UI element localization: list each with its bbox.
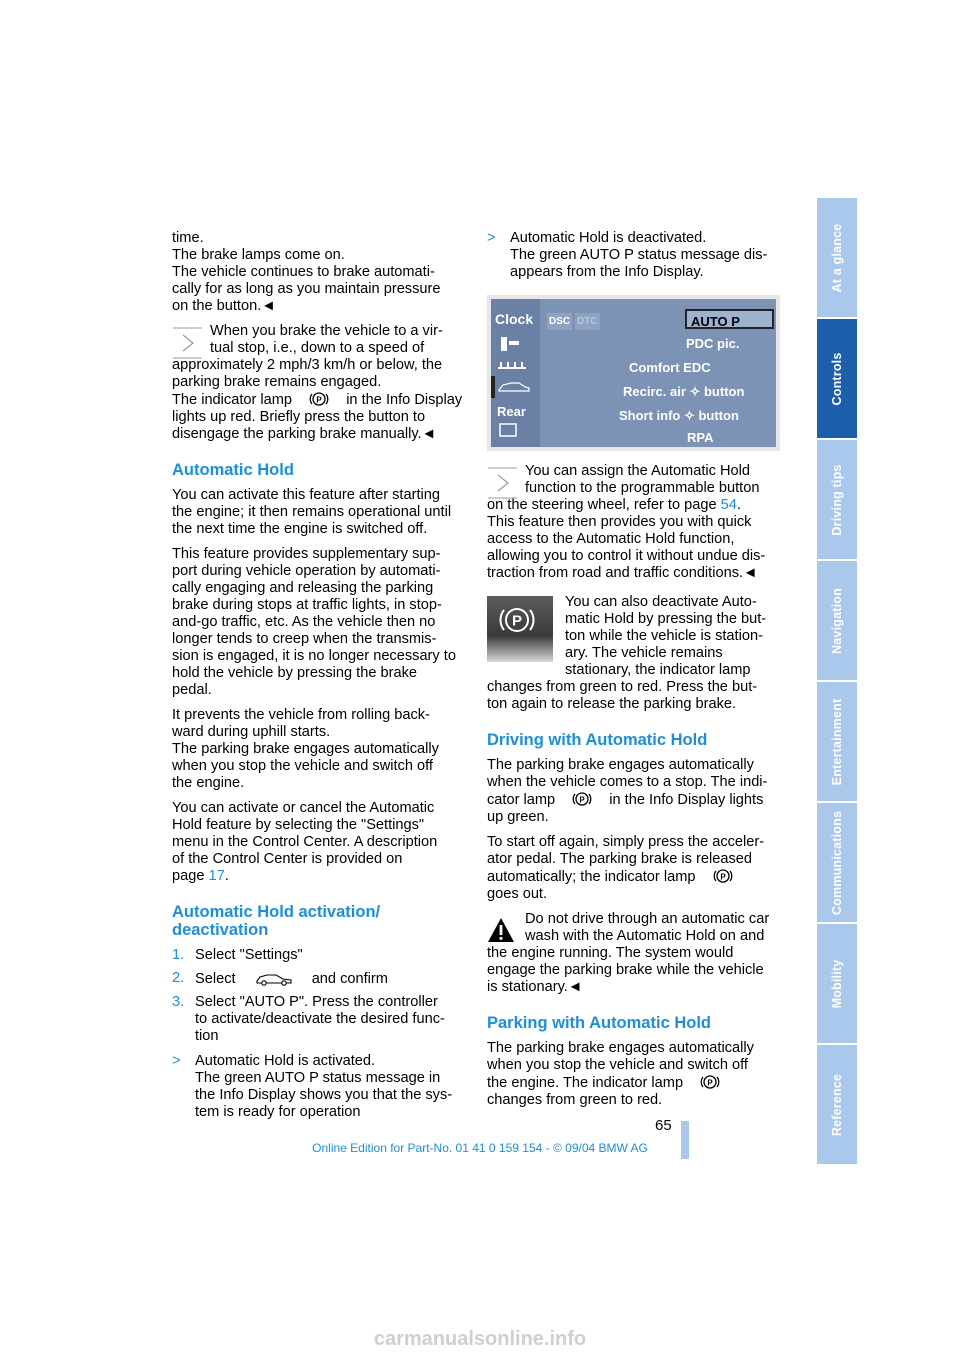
tab-controls[interactable]: Controls	[817, 319, 857, 438]
paragraph-4: You can activate or cancel the Automatic Hold feature by selecting the "Settings" menu in the Control Center. A description of the Control Center is provided on page 17.	[172, 800, 438, 884]
svg-text:P: P	[579, 795, 585, 805]
warning-car-wash: Do not drive through an automatic car wash with the Automatic Hold on and the engine running. The system would engage the parking brake while the vehicle is stationary.◄	[487, 911, 770, 995]
tab-entertainment[interactable]: Entertainment	[817, 682, 857, 801]
note-programmable-button: You can assign the Automatic Hold function to the programmable button on the steering wheel, refer to page 54. This feature then provides you with quick access to the Automatic Hold function, allowing you to control it without undue dis- traction from road and traffic conditions.◄	[487, 463, 766, 581]
page-link-17[interactable]: 17	[208, 868, 225, 884]
auto-p-selected-item[interactable]: AUTO P	[685, 309, 774, 329]
step-1: 1. Select "Settings"	[172, 947, 303, 963]
bullet-deactivated: > Automatic Hold is deactivated. The green AUTO P status message dis- appears from the Info Display.	[487, 230, 768, 280]
route-icon	[499, 335, 523, 353]
watermark: carmanualsonline.info	[373, 1328, 587, 1350]
paragraph-1: You can activate this feature after starting the engine; it then remains operational until the next time the engine is switched off.	[172, 487, 452, 537]
screen-icon	[499, 423, 517, 437]
heading-activation: Automatic Hold activation/ deactivation	[172, 903, 381, 939]
left-column	[172, 230, 464, 1127]
driving-paragraph-2: To start off again, simply press the acceler- ator pedal. The parking brake is released automatically; the indicator lamp P goes out.	[487, 834, 765, 902]
tab-at-a-glance[interactable]: At a glance	[817, 198, 857, 317]
tab-navigation[interactable]: Navigation	[817, 561, 857, 680]
ruler-icon	[497, 359, 527, 371]
svg-text:P: P	[719, 872, 726, 882]
intro-paragraph: time. The brake lamps come on. The vehicle continues to brake automati- cally for as long as you maintain pressure on the button.◄	[172, 230, 441, 314]
note-triangle-icon	[172, 327, 212, 359]
paragraph-3: It prevents the vehicle from rolling back- ward during uphill starts. The parking brake engages automatically when you stop the vehicle and switch off the engine.	[172, 707, 439, 791]
warning-icon	[487, 917, 515, 943]
parking-paragraph: The parking brake engages automatically when you stop the vehicle and switch off the engine. The indicator lamp P changes from green to red.	[487, 1040, 754, 1108]
car-menu-icon	[491, 376, 531, 398]
parking-brake-lamp-icon	[308, 391, 330, 407]
note-deactivate-button: P You can also deactivate Auto- matic Hold by pressing the but- ton while the vehicle is station- ary. The vehicle remains stationary, the indicator lamp changes from green to red. Press the but- ton again to release the parking brake.	[487, 594, 767, 712]
page-link-54[interactable]: 54	[720, 497, 737, 513]
heading-automatic-hold: Automatic Hold	[172, 461, 294, 479]
parking-brake-button-image	[487, 596, 553, 662]
parking-brake-lamp-icon	[571, 791, 593, 807]
footer-edition: Online Edition for Part-No. 01 41 0 159 154 - © 09/04 BMW AG	[312, 1141, 648, 1155]
chapter-tabs	[817, 198, 857, 1166]
driving-paragraph-1: The parking brake engages automatically when the vehicle comes to a stop. The indi- cator lamp P in the Info Display lights up green.	[487, 757, 768, 825]
bullet-activated: > Automatic Hold is activated. The green AUTO P status message in the Info Display shows you that the sys- tem is ready for operation	[172, 1053, 453, 1120]
heading-driving: Driving with Automatic Hold	[487, 731, 708, 749]
tab-reference[interactable]: Reference	[817, 1045, 857, 1164]
svg-text:P: P	[511, 612, 523, 630]
svg-text:P: P	[707, 1078, 713, 1088]
heading-parking: Parking with Automatic Hold	[487, 1014, 711, 1032]
svg-text:P: P	[316, 395, 322, 405]
note-triangle-icon	[487, 467, 527, 499]
vehicle-settings-icon	[254, 970, 294, 986]
page-number: 65	[655, 1117, 672, 1134]
right-column	[487, 230, 782, 1117]
tab-driving-tips[interactable]: Driving tips	[817, 440, 857, 559]
parking-brake-lamp-icon	[699, 1074, 721, 1090]
tab-communications[interactable]: Communications	[817, 803, 857, 922]
paragraph-2: This feature provides supplementary sup- port during vehicle operation by automati- cally engaging and releasing the parking brake during stops at traffic lights, in stop- and-go traffic, etc. As the vehicle then no longer tends to creep when the transmis- sion is engaged, it is no longer necessary to hold the vehicle by pressing the brake pedal.	[172, 546, 456, 698]
tab-mobility[interactable]: Mobility	[817, 924, 857, 1043]
note-paragraph: When you brake the vehicle to a vir- tual stop, i.e., down to a speed of approximately 2 mph/3 km/h or below, the parking brake remains engaged. The indicator lamp P in the Info Display lights up red. Briefly press the button to disengage the parking brake manually.◄	[172, 323, 463, 442]
step-2: 2. Select and confirm	[172, 970, 388, 987]
step-3: 3. Select "AUTO P". Press the controller to activate/deactivate the desired func- tion	[172, 994, 445, 1044]
info-display-screenshot: Clock Rear DSC DTC AUTO P PDC pic. Comfort EDC Recirc. air ✧ button Short info ✧ button RPA	[487, 295, 780, 451]
parking-brake-lamp-icon	[712, 868, 734, 884]
